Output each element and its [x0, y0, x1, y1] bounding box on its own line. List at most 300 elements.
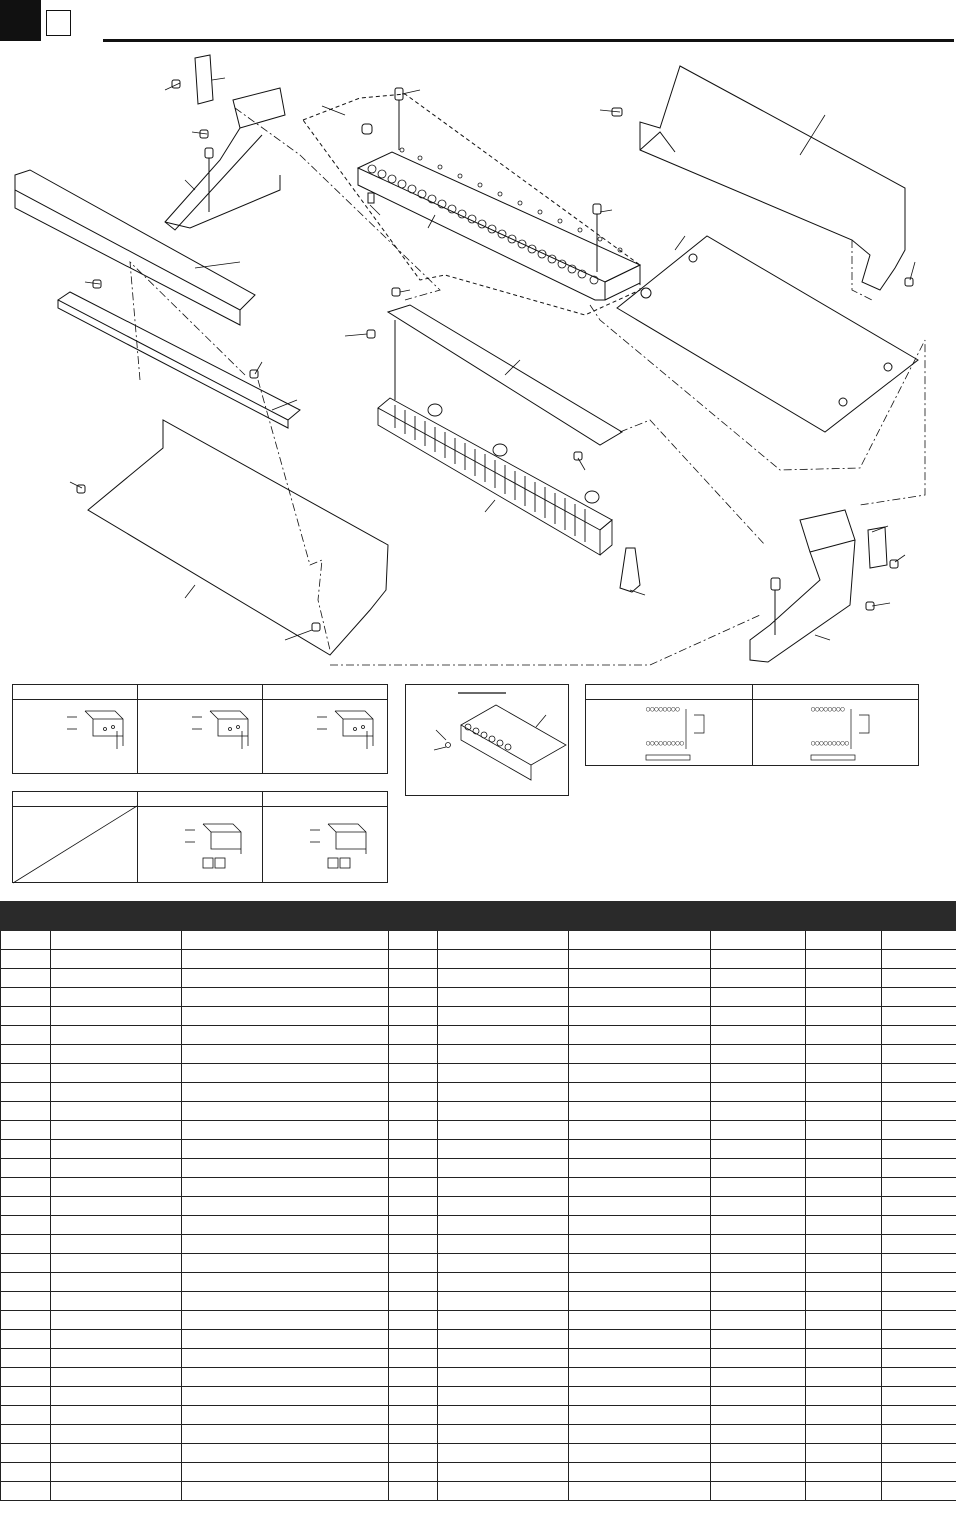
column-header [882, 902, 956, 931]
table-cell [182, 1102, 389, 1121]
table-cell [569, 1444, 711, 1463]
table-cell [882, 988, 956, 1007]
table-cell [182, 1140, 389, 1159]
table-cell [806, 1064, 882, 1083]
table-cell [569, 969, 711, 988]
table-cell [438, 1216, 569, 1235]
table-row [1, 931, 956, 950]
table-cell [711, 1368, 806, 1387]
table-cell [51, 950, 182, 969]
table-cell [711, 1178, 806, 1197]
table-cell [182, 1349, 389, 1368]
table-cell [51, 1387, 182, 1406]
table-cell [438, 1045, 569, 1064]
table-cell [882, 1330, 956, 1349]
column-header [806, 902, 882, 931]
table-cell [1, 1216, 51, 1235]
svg-text:○○○○○○○○: ○○○○○○○○ [811, 705, 845, 713]
table-cell [1, 1064, 51, 1083]
table-cell [806, 1425, 882, 1444]
table-cell [569, 1482, 711, 1501]
table-cell [438, 1349, 569, 1368]
table-cell [51, 988, 182, 1007]
mounting-variants-b-panel [12, 791, 388, 883]
table-cell [51, 1273, 182, 1292]
table-cell [711, 1292, 806, 1311]
table-cell [1, 1463, 51, 1482]
table-cell [182, 1406, 389, 1425]
table-cell [51, 1235, 182, 1254]
table-cell [882, 1121, 956, 1140]
table-cell [1, 988, 51, 1007]
table-cell [569, 1254, 711, 1273]
table-cell [711, 1463, 806, 1482]
table-row [1, 1368, 956, 1387]
table-cell [51, 931, 182, 950]
table-cell [389, 1026, 438, 1045]
table-cell [1, 1254, 51, 1273]
table-cell [711, 1045, 806, 1064]
table-cell [389, 1159, 438, 1178]
left-base-plate [88, 420, 388, 655]
table-row [1, 1178, 956, 1197]
table-cell [711, 1102, 806, 1121]
table-cell [711, 1121, 806, 1140]
table-cell [51, 1007, 182, 1026]
table-cell [438, 1178, 569, 1197]
assembly-lines [130, 108, 925, 665]
table-cell [51, 1368, 182, 1387]
table-cell [182, 1216, 389, 1235]
column-header [1, 902, 51, 931]
table-cell [51, 1197, 182, 1216]
table-cell [389, 1197, 438, 1216]
table-cell [438, 1007, 569, 1026]
table-cell [1, 1444, 51, 1463]
table-cell [882, 1254, 956, 1273]
table-row [1, 1083, 956, 1102]
table-cell [51, 1102, 182, 1121]
table-cell [569, 1387, 711, 1406]
table-cell [51, 1406, 182, 1425]
table-cell [806, 1045, 882, 1064]
right-bracket-lower [750, 510, 887, 662]
table-cell [1, 1007, 51, 1026]
table-row [1, 1045, 956, 1064]
table-cell [389, 1406, 438, 1425]
table-cell [438, 1406, 569, 1425]
table-cell [182, 1463, 389, 1482]
table-cell [1, 1121, 51, 1140]
table-cell [711, 1083, 806, 1102]
table-cell [569, 1463, 711, 1482]
table-cell [806, 1482, 882, 1501]
table-cell [806, 1406, 882, 1425]
table-cell [438, 950, 569, 969]
table-cell [569, 1178, 711, 1197]
table-cell [711, 1273, 806, 1292]
table-cell [569, 988, 711, 1007]
table-cell [182, 1273, 389, 1292]
mounting-variants-a-panel [12, 684, 388, 774]
table-cell [882, 1083, 956, 1102]
table-row [1, 1273, 956, 1292]
table-cell [51, 1444, 182, 1463]
table-cell [711, 1216, 806, 1235]
table-cell [389, 1045, 438, 1064]
table-cell [711, 1482, 806, 1501]
table-cell [438, 931, 569, 950]
table-cell [182, 1045, 389, 1064]
table-cell [182, 1292, 389, 1311]
bracket-variant-icons-b [13, 792, 389, 884]
table-cell [51, 1311, 182, 1330]
table-cell [1, 1387, 51, 1406]
table-cell [569, 1311, 711, 1330]
table-cell [882, 931, 956, 950]
table-row [1, 1102, 956, 1121]
parts-list-table [0, 901, 956, 1501]
table-cell [182, 988, 389, 1007]
table-cell [806, 1140, 882, 1159]
table-cell [806, 1463, 882, 1482]
table-cell [711, 1311, 806, 1330]
table-cell [389, 1121, 438, 1140]
table-cell [51, 1140, 182, 1159]
table-cell [882, 1463, 956, 1482]
table-cell [182, 1482, 389, 1501]
table-cell [806, 1178, 882, 1197]
table-row [1, 1121, 956, 1140]
table-cell [51, 1178, 182, 1197]
table-cell [1, 950, 51, 969]
column-header [51, 902, 182, 931]
table-cell [438, 1387, 569, 1406]
table-cell [389, 950, 438, 969]
svg-text:○○○○○○○○○: ○○○○○○○○○ [646, 739, 684, 747]
table-cell [438, 1425, 569, 1444]
table-cell [711, 988, 806, 1007]
table-cell [882, 1235, 956, 1254]
table-cell [1, 1083, 51, 1102]
table-cell [806, 1235, 882, 1254]
table-cell [882, 1406, 956, 1425]
column-header [438, 902, 569, 931]
table-row [1, 1292, 956, 1311]
column-header [389, 902, 438, 931]
table-cell [882, 1159, 956, 1178]
table-row [1, 1387, 956, 1406]
table-cell [182, 1007, 389, 1026]
table-cell [711, 1007, 806, 1026]
table-cell [1, 1273, 51, 1292]
table-cell [51, 1083, 182, 1102]
right-base-plate [617, 236, 918, 432]
table-cell [438, 1311, 569, 1330]
table-cell [806, 1102, 882, 1121]
table-cell [882, 1102, 956, 1121]
table-cell [1, 1102, 51, 1121]
table-cell [389, 1216, 438, 1235]
table-cell [882, 1482, 956, 1501]
table-cell [51, 1159, 182, 1178]
table-cell [711, 1444, 806, 1463]
table-cell [569, 1159, 711, 1178]
table-cell [438, 1197, 569, 1216]
table-cell [182, 950, 389, 969]
table-cell [389, 1140, 438, 1159]
table-cell [51, 1216, 182, 1235]
table-cell [389, 1254, 438, 1273]
table-cell [51, 1330, 182, 1349]
right-upper-cover [640, 66, 905, 290]
table-cell [569, 1140, 711, 1159]
not-applicable-diagonal [13, 806, 137, 883]
table-cell [389, 1349, 438, 1368]
table-header-row [1, 902, 956, 931]
table-cell [882, 1444, 956, 1463]
table-cell [569, 1216, 711, 1235]
relay-strip [378, 398, 612, 555]
table-cell [569, 1064, 711, 1083]
table-cell [882, 1178, 956, 1197]
table-cell [569, 1425, 711, 1444]
table-cell [711, 950, 806, 969]
table-cell [389, 1330, 438, 1349]
table-row [1, 1311, 956, 1330]
table-row [1, 1406, 956, 1425]
table-cell [438, 1235, 569, 1254]
table-cell [389, 1311, 438, 1330]
table-cell [182, 1235, 389, 1254]
assembly-group-outline [303, 94, 640, 315]
table-cell [806, 1368, 882, 1387]
table-cell [182, 1121, 389, 1140]
table-cell [569, 1406, 711, 1425]
table-cell [806, 1007, 882, 1026]
table-cell [569, 1273, 711, 1292]
table-cell [569, 931, 711, 950]
table-row [1, 1235, 956, 1254]
table-cell [806, 1026, 882, 1045]
table-cell [1, 1197, 51, 1216]
table-cell [569, 950, 711, 969]
table-cell [711, 931, 806, 950]
table-cell [806, 1216, 882, 1235]
table-cell [182, 1178, 389, 1197]
table-row [1, 1482, 956, 1501]
table-cell [569, 1349, 711, 1368]
table-cell [51, 1463, 182, 1482]
table-cell [438, 1292, 569, 1311]
table-cell [711, 1235, 806, 1254]
table-cell [711, 1330, 806, 1349]
table-cell [882, 1045, 956, 1064]
table-cell [182, 969, 389, 988]
table-cell [438, 1254, 569, 1273]
table-cell [438, 988, 569, 1007]
table-cell [389, 1083, 438, 1102]
svg-text:○○○○○○○○○: ○○○○○○○○○ [811, 739, 849, 747]
table-cell [882, 1387, 956, 1406]
table-row [1, 1254, 956, 1273]
table-cell [806, 1254, 882, 1273]
table-cell [806, 1273, 882, 1292]
table-cell [882, 1368, 956, 1387]
table-cell [882, 969, 956, 988]
table-cell [569, 1045, 711, 1064]
table-cell [806, 1292, 882, 1311]
table-cell [1, 931, 51, 950]
bracket-variant-icons [13, 685, 389, 775]
table-cell [182, 1311, 389, 1330]
table-cell [51, 1482, 182, 1501]
table-cell [569, 1330, 711, 1349]
table-cell [711, 969, 806, 988]
table-cell [569, 1007, 711, 1026]
table-cell [806, 1349, 882, 1368]
table-cell [882, 1140, 956, 1159]
table-cell [389, 1064, 438, 1083]
table-cell [389, 1387, 438, 1406]
table-cell [389, 988, 438, 1007]
leader-lines [70, 78, 915, 640]
table-cell [438, 1140, 569, 1159]
table-cell [1, 1235, 51, 1254]
terminal-block [358, 148, 640, 300]
table-cell [1, 969, 51, 988]
table-row [1, 1330, 956, 1349]
table-cell [51, 1349, 182, 1368]
table-cell [882, 1197, 956, 1216]
column-header [711, 902, 806, 931]
table-cell [882, 1026, 956, 1045]
table-cell [711, 1064, 806, 1083]
table-cell [182, 1159, 389, 1178]
table-cell [389, 1273, 438, 1292]
table-cell [806, 1121, 882, 1140]
table-cell [569, 1102, 711, 1121]
left-channel [15, 170, 255, 310]
table-cell [882, 1216, 956, 1235]
table-cell [1, 1349, 51, 1368]
table-cell [806, 1197, 882, 1216]
table-cell [569, 1368, 711, 1387]
table-cell [51, 1254, 182, 1273]
table-row [1, 1349, 956, 1368]
table-cell [438, 1444, 569, 1463]
table-row [1, 1140, 956, 1159]
table-cell [711, 1349, 806, 1368]
table-cell [389, 1463, 438, 1482]
table-cell [438, 1026, 569, 1045]
table-row [1, 1197, 956, 1216]
table-cell [882, 1311, 956, 1330]
exploded-view-drawing [0, 0, 956, 680]
table-cell [711, 1254, 806, 1273]
table-cell [51, 1425, 182, 1444]
table-cell [438, 1064, 569, 1083]
table-cell [182, 1425, 389, 1444]
table-cell [182, 1026, 389, 1045]
table-cell [389, 1444, 438, 1463]
table-cell [569, 1235, 711, 1254]
table-cell [389, 1482, 438, 1501]
table-cell [389, 1425, 438, 1444]
table-cell [711, 1159, 806, 1178]
table-cell [806, 1159, 882, 1178]
table-cell [569, 1026, 711, 1045]
table-cell [1, 1482, 51, 1501]
table-cell [1, 1045, 51, 1064]
table-row [1, 988, 956, 1007]
table-cell [182, 1064, 389, 1083]
left-bracket-upper [165, 55, 285, 230]
hole-pattern-icons [586, 685, 920, 767]
table-row [1, 1026, 956, 1045]
table-cell [182, 1254, 389, 1273]
column-header [182, 902, 389, 931]
table-cell [389, 1102, 438, 1121]
table-cell [51, 1045, 182, 1064]
table-cell [438, 1368, 569, 1387]
table-cell [389, 1178, 438, 1197]
detail-view-panel [405, 684, 569, 796]
table-cell [711, 1140, 806, 1159]
table-cell [882, 1273, 956, 1292]
table-cell [806, 969, 882, 988]
table-cell [182, 1197, 389, 1216]
parts-table-body [1, 931, 956, 1501]
wire-clip [620, 548, 640, 592]
table-cell [438, 1330, 569, 1349]
table-cell [569, 1292, 711, 1311]
table-cell [182, 1387, 389, 1406]
table-cell [51, 1121, 182, 1140]
table-cell [1, 1159, 51, 1178]
table-cell [711, 1197, 806, 1216]
table-cell [806, 1311, 882, 1330]
table-cell [1, 1311, 51, 1330]
table-cell [1, 1406, 51, 1425]
table-cell [438, 1121, 569, 1140]
table-cell [438, 969, 569, 988]
table-cell [806, 1444, 882, 1463]
table-cell [711, 1387, 806, 1406]
table-cell [569, 1121, 711, 1140]
table-cell [882, 1007, 956, 1026]
table-row [1, 1216, 956, 1235]
table-cell [389, 1368, 438, 1387]
table-cell [438, 1083, 569, 1102]
table-cell [806, 931, 882, 950]
table-cell [806, 1387, 882, 1406]
table-cell [806, 988, 882, 1007]
table-cell [882, 1425, 956, 1444]
table-cell [182, 1368, 389, 1387]
table-row [1, 1064, 956, 1083]
detail-terminal-drawing [406, 685, 570, 797]
svg-text:○○○○○○○○: ○○○○○○○○ [646, 705, 680, 713]
table-cell [389, 969, 438, 988]
table-row [1, 1463, 956, 1482]
table-cell [1, 1178, 51, 1197]
table-cell [438, 1102, 569, 1121]
table-cell [51, 969, 182, 988]
table-cell [438, 1482, 569, 1501]
table-row [1, 950, 956, 969]
table-cell [806, 950, 882, 969]
